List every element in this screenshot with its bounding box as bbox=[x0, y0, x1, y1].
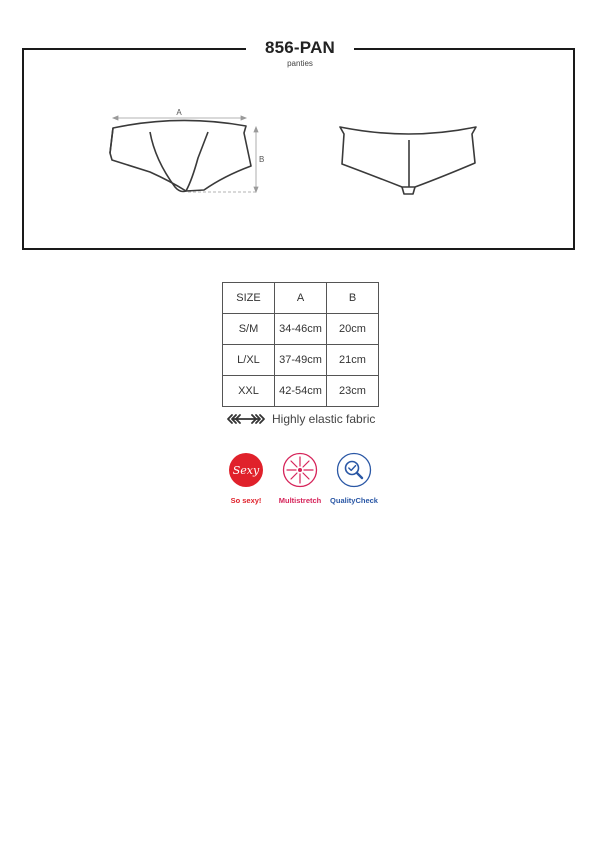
multistretch-icon bbox=[282, 452, 318, 488]
table-header-row bbox=[223, 283, 379, 314]
table-row bbox=[223, 345, 379, 376]
elastic-fabric-note bbox=[226, 411, 375, 427]
table-cell: XXL bbox=[223, 376, 275, 407]
table-header-cell: B bbox=[327, 283, 379, 314]
table-cell: 21cm bbox=[327, 345, 379, 376]
sexy-icon-text: Sexy bbox=[232, 464, 260, 477]
product-subtitle: panties bbox=[287, 59, 313, 68]
table-cell: S/M bbox=[223, 314, 275, 345]
dimension-b bbox=[188, 127, 258, 192]
dimension-a-label: A bbox=[176, 108, 182, 117]
badge-sexy bbox=[218, 452, 274, 505]
table-header-cell: A bbox=[275, 283, 327, 314]
table-row bbox=[223, 376, 379, 407]
badge-label: QualityCheck bbox=[330, 496, 378, 505]
table-cell: 23cm bbox=[327, 376, 379, 407]
badge-quality-check bbox=[326, 452, 382, 505]
front-view-drawing bbox=[110, 120, 251, 191]
sexy-icon bbox=[228, 452, 264, 488]
badge-multistretch bbox=[272, 452, 328, 505]
badge-label: So sexy! bbox=[230, 496, 262, 505]
badge-label: Multistretch bbox=[278, 496, 322, 505]
product-title: 856-PAN bbox=[264, 38, 336, 57]
table-cell: L/XL bbox=[223, 345, 275, 376]
table-cell: 42-54cm bbox=[275, 376, 327, 407]
dimension-b-label: B bbox=[259, 155, 265, 164]
back-view-drawing bbox=[340, 127, 476, 194]
table-row bbox=[223, 314, 379, 345]
quality-check-icon bbox=[336, 452, 372, 488]
size-table bbox=[222, 282, 379, 407]
elastic-fabric-label: Highly elastic fabric bbox=[272, 412, 376, 426]
table-cell: 34-46cm bbox=[275, 314, 327, 345]
stretch-arrows-icon bbox=[226, 413, 266, 425]
table-cell: 20cm bbox=[327, 314, 379, 345]
technical-drawings bbox=[0, 0, 600, 260]
feature-badges bbox=[218, 452, 382, 504]
table-cell: 37-49cm bbox=[275, 345, 327, 376]
table-header-cell: SIZE bbox=[223, 283, 275, 314]
